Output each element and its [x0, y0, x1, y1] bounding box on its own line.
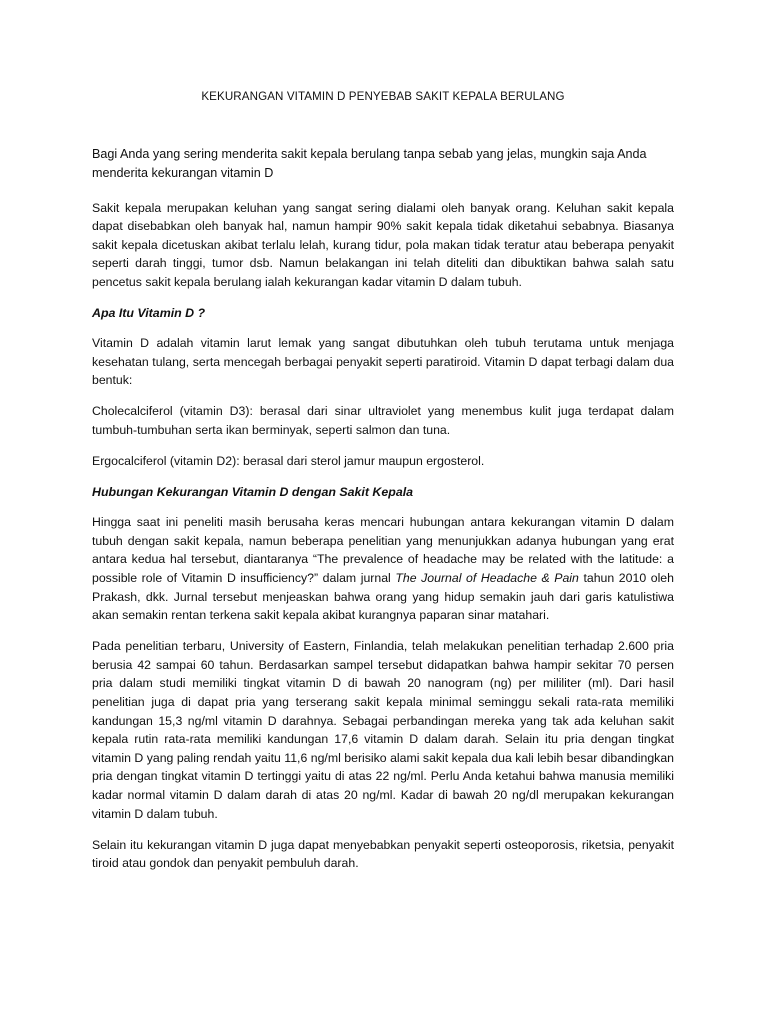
research-text-after: tahun 2010 oleh Prakash, dkk. Jurnal tersebut menjeaskan bahwa orang yang hidup semakin jauh dari garis katulistiwa akan semakin rentan terkena sakit kepala akibat kurangnya paparan sinar matahari. — [92, 570, 674, 623]
intro-paragraph: Sakit kepala merupakan keluhan yang sangat sering dialami oleh banyak orang. Keluhan sakit kepala dapat disebabkan oleh banyak hal, namun hampir 90% sakit kepala tidak diketahui sebabnya. Biasanya sakit kepala dicetuskan akibat terlalu lelah, kurang tidur, pola makan tidak teratur atau beberapa penyakit seperti darah tinggi, tumor dsb. Namun belakangan ini telah diteliti dan dibuktikan bahwa salah satu pencetus sakit kepala berulang ialah kekurangan kadar vitamin D dalam tubuh. — [92, 200, 674, 289]
paragraph-research-overview — [92, 513, 674, 625]
lead-paragraph: Bagi Anda yang sering menderita sakit kepala berulang tanpa sebab yang jelas, mungkin saja Anda menderita kekurangan vitamin D — [92, 146, 647, 180]
section-heading-relationship: Hubungan Kekurangan Vitamin D dengan Sakit Kepala — [92, 485, 414, 500]
journal-name: The Journal of Headache & Pain — [395, 570, 579, 585]
document-title: KEKURANGAN VITAMIN D PENYEBAB SAKIT KEPALA BERULANG — [201, 90, 565, 103]
research-text-before: Hingga saat ini peneliti masih berusaha keras mencari hubungan antara kekurangan vitamin D dalam tubuh dengan sakit kepala, namun beberapa penelitian yang menunjukkan adanya hubungan yang erat antara kedua hal tersebut, diantaranya “The prevalence of headache may be related with the latitude: a possible role of Vitamin D insufficiency?” dalam jurnal — [92, 515, 674, 585]
document-page — [92, 88, 674, 885]
paragraph-other-diseases: Selain itu kekurangan vitamin D juga dapat menyebabkan penyakit seperti osteoporosis, riketsia, penyakit tiroid atau gondok dan penyakit pembuluh darah. — [92, 837, 674, 871]
paragraph-finland-study: Pada penelitian terbaru, University of Eastern, Finlandia, telah melakukan penelitian terhadap 2.600 pria berusia 42 sampai 60 tahun. Berdasarkan sampel tersebut didapatkan bahwa hampir sekitar 70 persen pria dalam studi memiliki tingkat vitamin D di bawah 20 nanogram (ng) per mililiter (ml). Dari hasil penelitian juga di dapat pria yang terserang sakit kepala minimal seminggu sekali rata-rata memiliki kandungan 15,3 ng/ml vitamin D darahnya. Sebagai perbandingan mereka yang tak ada keluhan sakit kepala rutin rata-rata memiliki kandungan 17,6 vitamin D dalam darah. Selain itu pria dengan tingkat vitamin D yang paling rendah yaitu 11,6 ng/ml berisiko alami sakit kepala dua kali lebih besar dibandingkan pria dengan tingkat vitamin D tertinggi yaitu di atas 22 ng/ml. Perlu Anda ketahui bahwa manusia memiliki kadar normal vitamin D dalam darah di atas 20 ng/ml. Kadar di bawah 20 ng/dl merupakan kekurangan vitamin D dalam tubuh. — [92, 639, 674, 821]
paragraph-vitamin-d-definition: Vitamin D adalah vitamin larut lemak yang sangat dibutuhkan oleh tubuh terutama untuk menjaga kesehatan tulang, serta mencegah berbagai penyakit seperti paratiroid. Vitamin D dapat terbagi dalam dua bentuk: — [92, 336, 674, 388]
section-heading-vitamin-d: Apa Itu Vitamin D ? — [92, 306, 206, 321]
paragraph-cholecalciferol: Cholecalciferol (vitamin D3): berasal dari sinar ultraviolet yang menembus kulit juga terdapat dalam tumbuh-tumbuhan serta ikan berminyak, seperti salmon dan tuna. — [92, 404, 674, 437]
paragraph-ergocalciferol: Ergocalciferol (vitamin D2): berasal dari sterol jamur maupun ergosterol. — [92, 454, 485, 469]
